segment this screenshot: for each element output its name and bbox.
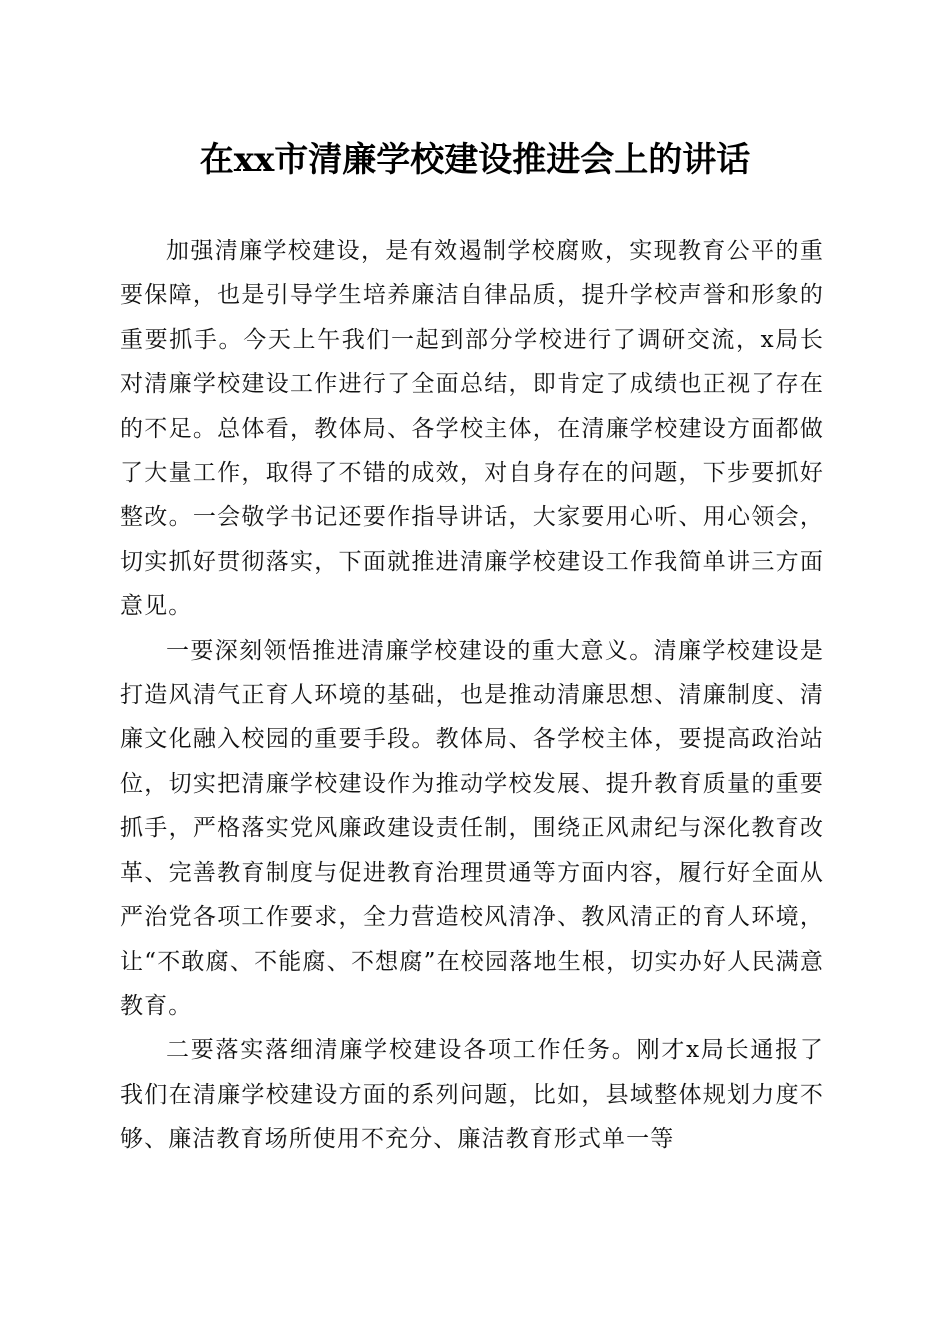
document-title: 在xx市清廉学校建设推进会上的讲话 <box>199 140 751 180</box>
paragraph-point-one: 一要深刻领悟推进清廉学校建设的重大意义。清廉学校建设是打造风清气正育人环境的基础，也是推动清廉思想、清廉制度、清廉文化融入校园的重要手段。教体局、各学校主体，要提高政治站位，切实把清廉学校建设作为推动学校发展、提升教育质量的重要抓手，严格落实党风廉政建设责任制，围绕正风肃纪与深化教育改革、完善教育制度与促进教育治理贯通等方面内容，履行好全面从严治党各项工作要求，全力营造校风清净、教风清正的育人环境，让“不敢腐、不能腐、不想腐”在校园落地生根，切实办好人民满意教育。 <box>120 637 824 1019</box>
document-body <box>120 229 824 1162</box>
paragraph-intro: 加强清廉学校建设，是有效遏制学校腐败，实现教育公平的重要保障，也是引导学生培养廉洁自律品质，提升学校声誉和形象的重要抓手。今天上午我们一起到部分学校进行了调研交流，x局长对清廉学校建设工作进行了全面总结，即肯定了成绩也正视了存在的不足。总体看，教体局、各学校主体，在清廉学校建设方面都做了大量工作，取得了不错的成效，对自身存在的问题，下步要抓好整改。一会敬学书记还要作指导讲话，大家要用心听、用心领会，切实抓好贯彻落实，下面就推进清廉学校建设工作我简单讲三方面意见。 <box>120 238 824 620</box>
paragraph-point-two: 二要落实落细清廉学校建设各项工作任务。刚才x局长通报了我们在清廉学校建设方面的系列问题，比如，县域整体规划力度不够、廉洁教育场所使用不充分、廉洁教育形式单一等 <box>120 1037 824 1153</box>
